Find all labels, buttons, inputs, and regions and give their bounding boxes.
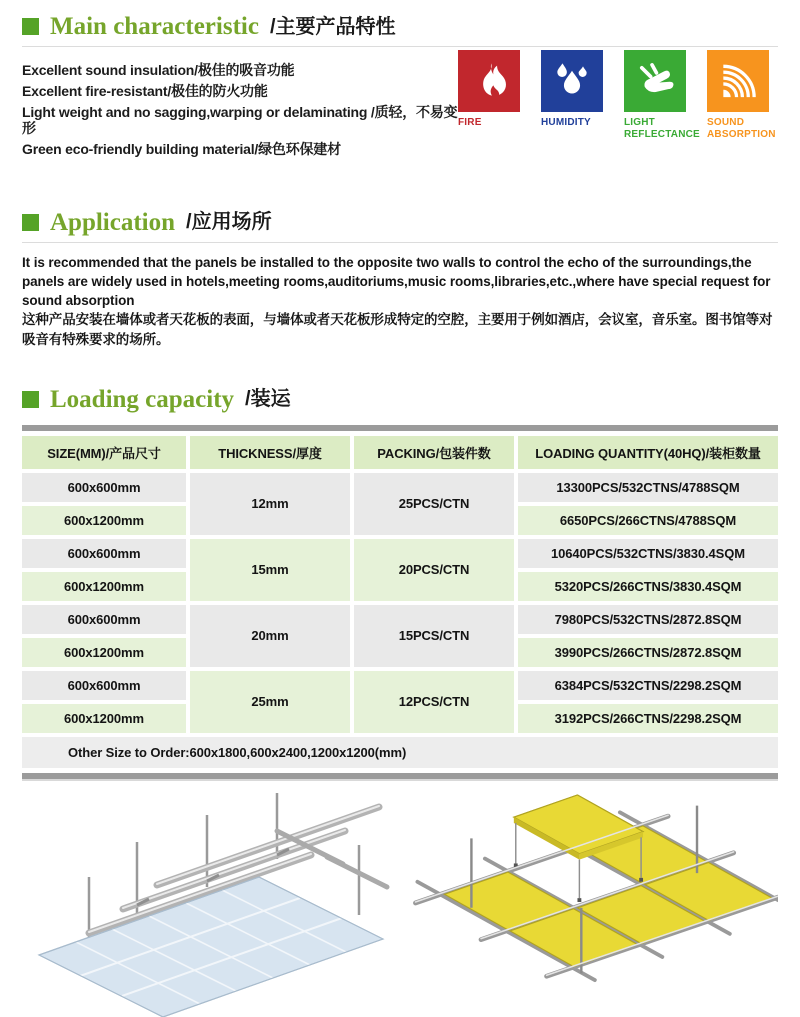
packing-cell: 25PCS/CTN (354, 473, 514, 535)
badge-light-reflectance (624, 50, 700, 162)
badge-fire (458, 50, 529, 162)
green-square-bullet (22, 18, 39, 35)
loading-capacity-section (22, 387, 778, 779)
size-cell: 600x1200mm (22, 638, 186, 667)
loading-cell: 5320PCS/266CTNS/3830.4SQM (518, 572, 778, 601)
feature-item: Excellent sound insulation/极佳的吸音功能 (22, 62, 295, 78)
green-square-bullet (22, 391, 39, 408)
packing-cell: 15PCS/CTN (354, 605, 514, 667)
col-header-loading: LOADING QUANTITY(40HQ)/装柜数量 (518, 436, 778, 469)
section-title-zh: /应用场所 (186, 211, 272, 234)
badge-humidity (541, 50, 612, 162)
application-paragraph-en: It is recommended that the panels be installed to the opposite two walls to control the echo of the surroundings,the panels are widely used in hotels,meeting rooms,auditoriums,music rooms,libraries,etc.,where have special request for sound absorption (22, 254, 771, 309)
thickness-cell: 25mm (190, 671, 350, 733)
thickness-cell: 20mm (190, 605, 350, 667)
section-title-en: Application (50, 208, 176, 236)
section-title-zh: /装运 (245, 388, 291, 411)
feature-list (22, 62, 458, 162)
loading-cell: 10640PCS/532CTNS/3830.4SQM (518, 539, 778, 568)
water-drops-icon (541, 50, 603, 112)
installation-illustrations (22, 787, 778, 1017)
loading-capacity-header (22, 387, 778, 412)
flame-icon (458, 50, 520, 112)
badge-label: SOUND ABSORPTION (707, 117, 776, 140)
col-header-thickness: THICKNESS/厚度 (190, 436, 350, 469)
loading-cell: 6650PCS/266CTNS/4788SQM (518, 506, 778, 535)
col-header-size: SIZE(MM)/产品尺寸 (22, 436, 186, 469)
size-cell: 600x600mm (22, 539, 186, 568)
col-header-packing: PACKING/包装件数 (354, 436, 514, 469)
size-cell: 600x1200mm (22, 704, 186, 733)
badge-sound-absorption (707, 50, 778, 162)
badge-label: HUMIDITY (541, 117, 591, 128)
feature-item: Excellent fire-resistant/极佳的防火功能 (22, 82, 268, 99)
application-paragraph-zh: 这种产品安装在墙体或者天花板的表面，与墙体或者天花板形成特定的空腔，主要用于例如酒店，会议室，音乐室。图书馆等对吸音有特殊要求的场所。 (22, 312, 773, 347)
hand-reflectance-icon (624, 50, 686, 112)
packing-cell: 12PCS/CTN (354, 671, 514, 733)
property-badges (458, 50, 778, 162)
loading-cell: 3990PCS/266CTNS/2872.8SQM (518, 638, 778, 667)
main-characteristic-header (22, 14, 778, 47)
section-title-zh: /主要产品特性 (269, 15, 396, 38)
sound-waves-icon (707, 50, 769, 112)
badge-label: FIRE (458, 117, 482, 128)
size-cell: 600x600mm (22, 605, 186, 634)
loading-cell: 3192PCS/266CTNS/2298.2SQM (518, 704, 778, 733)
loading-cell: 13300PCS/532CTNS/4788SQM (518, 473, 778, 502)
application-header (22, 210, 778, 243)
badge-label: LIGHT REFLECTANCE (624, 117, 700, 140)
green-square-bullet (22, 214, 39, 231)
loading-capacity-table (22, 425, 778, 779)
section-title-en: Loading capacity (50, 385, 235, 413)
grid-panel-illustration (402, 787, 778, 1017)
size-cell: 600x600mm (22, 473, 186, 502)
loading-cell: 7980PCS/532CTNS/2872.8SQM (518, 605, 778, 634)
size-cell: 600x600mm (22, 671, 186, 700)
section-title-en: Main characteristic (50, 13, 259, 40)
application-text (22, 253, 778, 349)
feature-item: Green eco-friendly building material/绿色环保建材 (22, 141, 341, 158)
thickness-cell: 12mm (190, 473, 350, 535)
size-cell: 600x1200mm (22, 572, 186, 601)
other-size-footer: Other Size to Order:600x1800,600x2400,1200x1200(mm) (22, 737, 778, 768)
application-section (22, 210, 778, 349)
main-characteristic-body (22, 62, 778, 162)
thickness-cell: 15mm (190, 539, 350, 601)
size-cell: 600x1200mm (22, 506, 186, 535)
packing-cell: 20PCS/CTN (354, 539, 514, 601)
loading-cell: 6384PCS/532CTNS/2298.2SQM (518, 671, 778, 700)
feature-item: Light weight and no sagging,warping or delaminating /质轻，不易变形 (22, 103, 458, 137)
suspended-ceiling-illustration (22, 787, 402, 1017)
